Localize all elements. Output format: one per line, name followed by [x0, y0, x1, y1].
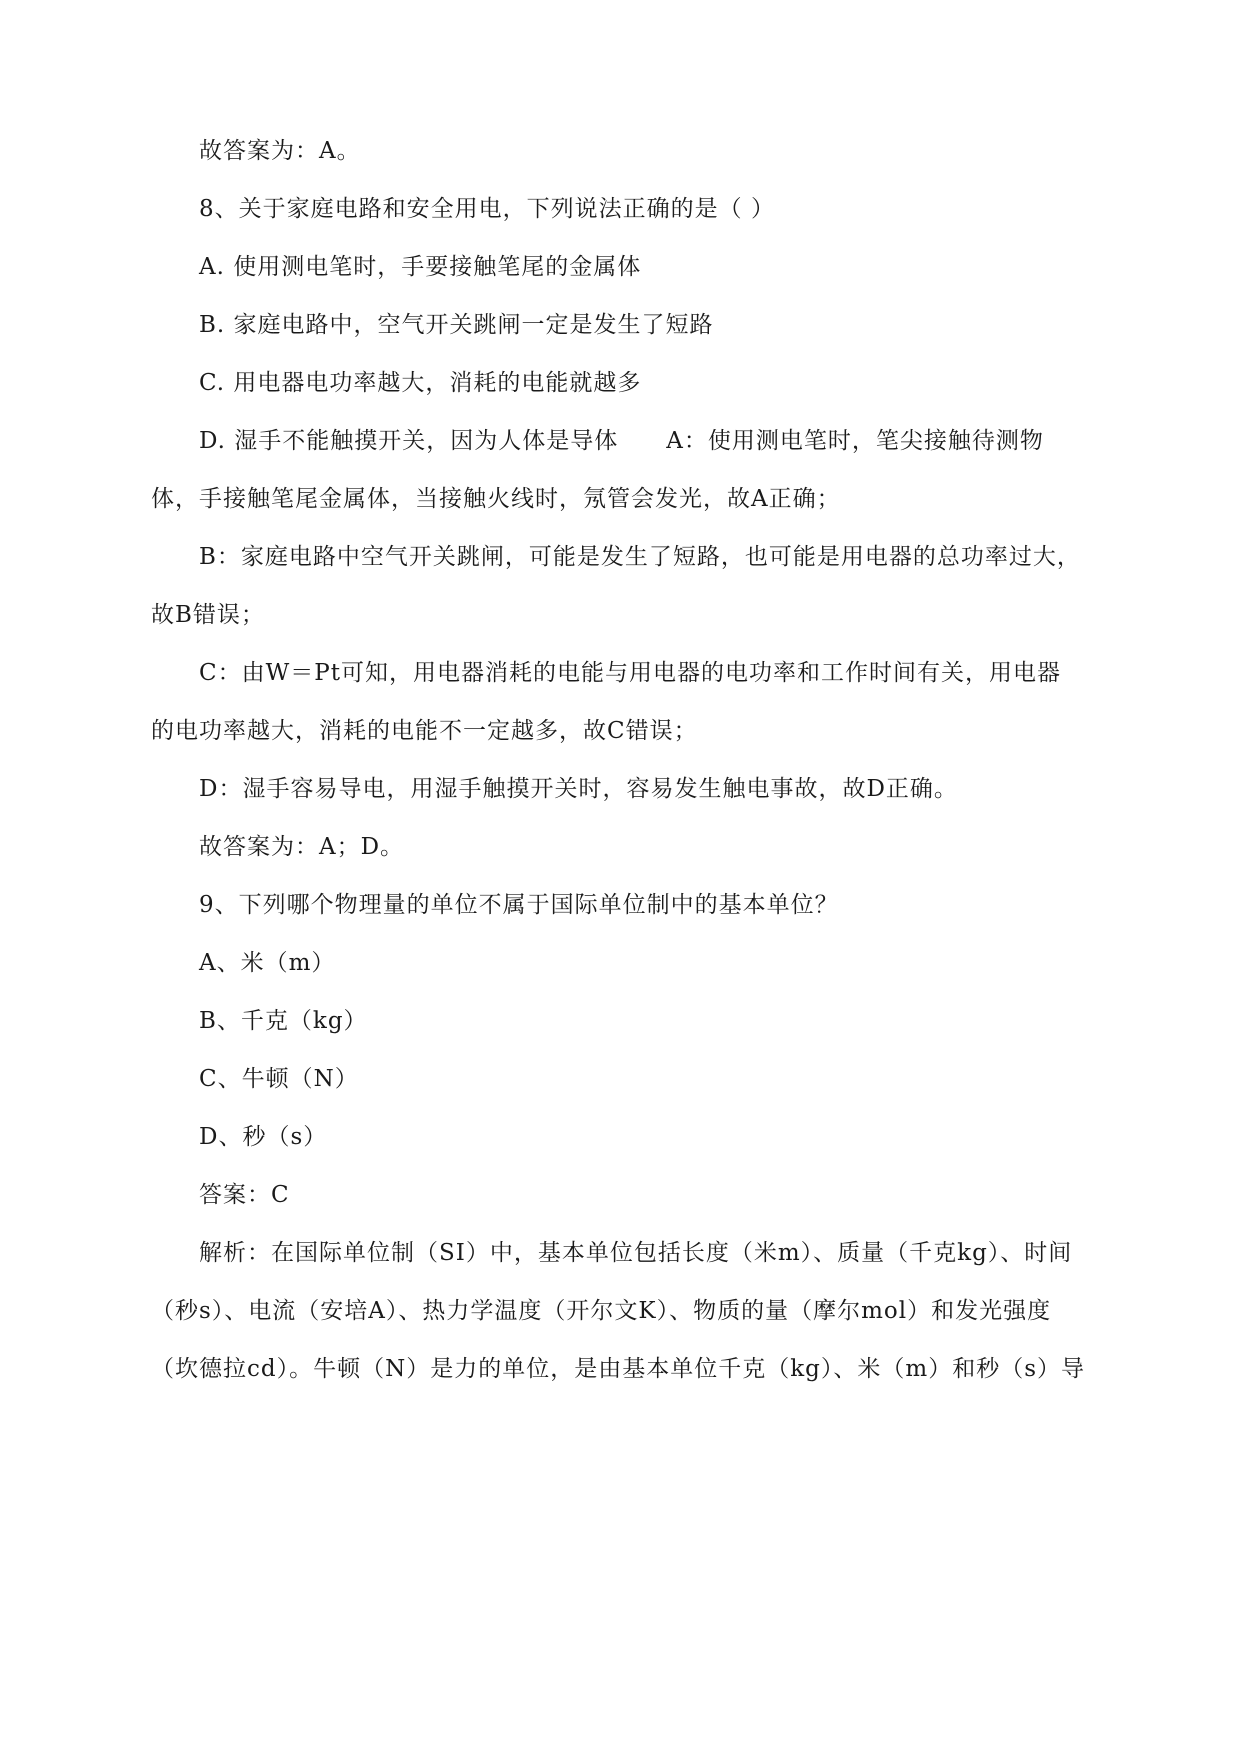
q8-explanation-c: C：由W＝Pt可知，用电器消耗的电能与用电器的电功率和工作时间有关，用电器 — [199, 660, 1061, 686]
q8-explanation-b-cont: 故B错误； — [151, 602, 265, 628]
q8-option-b: B. 家庭电路中，空气开关跳闸一定是发生了短路 — [199, 312, 714, 338]
answer-line-q7: 故答案为：A。 — [199, 138, 361, 164]
question-9: 9、下列哪个物理量的单位不属于国际单位制中的基本单位？ — [199, 892, 839, 918]
q9-answer: 答案：C — [199, 1182, 290, 1208]
q8-explanation-d: D：湿手容易导电，用湿手触摸开关时，容易发生触电事故，故D正确。 — [199, 776, 958, 802]
question-8: 8、关于家庭电路和安全用电，下列说法正确的是（ ） — [199, 196, 775, 222]
q9-analysis: 解析：在国际单位制（SI）中，基本单位包括长度（米m）、质量（千克kg）、时间 — [199, 1240, 1073, 1266]
q9-option-d: D、秒（s） — [199, 1124, 328, 1150]
q9-option-a: A、米（m） — [199, 950, 336, 976]
q8-explanation-c-cont: 的电功率越大，消耗的电能不一定越多，故C错误； — [151, 718, 698, 744]
q8-explanation-a: 体，手接触笔尾金属体，当接触火线时，氖管会发光，故A正确； — [151, 486, 841, 512]
q8-explanation-b: B：家庭电路中空气开关跳闸，可能是发生了短路，也可能是用电器的总功率过大， — [199, 544, 1081, 570]
q9-option-c: C、牛顿（N） — [199, 1066, 359, 1092]
answer-line-q8: 故答案为：A；D。 — [199, 834, 405, 860]
q8-option-c: C. 用电器电功率越大，消耗的电能就越多 — [199, 370, 642, 396]
q9-analysis-cont-1: （秒s）、电流（安培A）、热力学温度（开尔文K）、物质的量（摩尔mol）和发光强度 — [151, 1298, 1052, 1324]
q8-option-a: A. 使用测电笔时，手要接触笔尾的金属体 — [199, 254, 642, 280]
q9-option-b: B、千克（kg） — [199, 1008, 368, 1034]
q8-option-d: D. 湿手不能触摸开关，因为人体是导体 A：使用测电笔时，笔尖接触待测物 — [199, 428, 1044, 454]
q9-analysis-cont-2: （坎德拉cd）。牛顿（N）是力的单位，是由基本单位千克（kg）、米（m）和秒（s）导 — [151, 1356, 1086, 1382]
